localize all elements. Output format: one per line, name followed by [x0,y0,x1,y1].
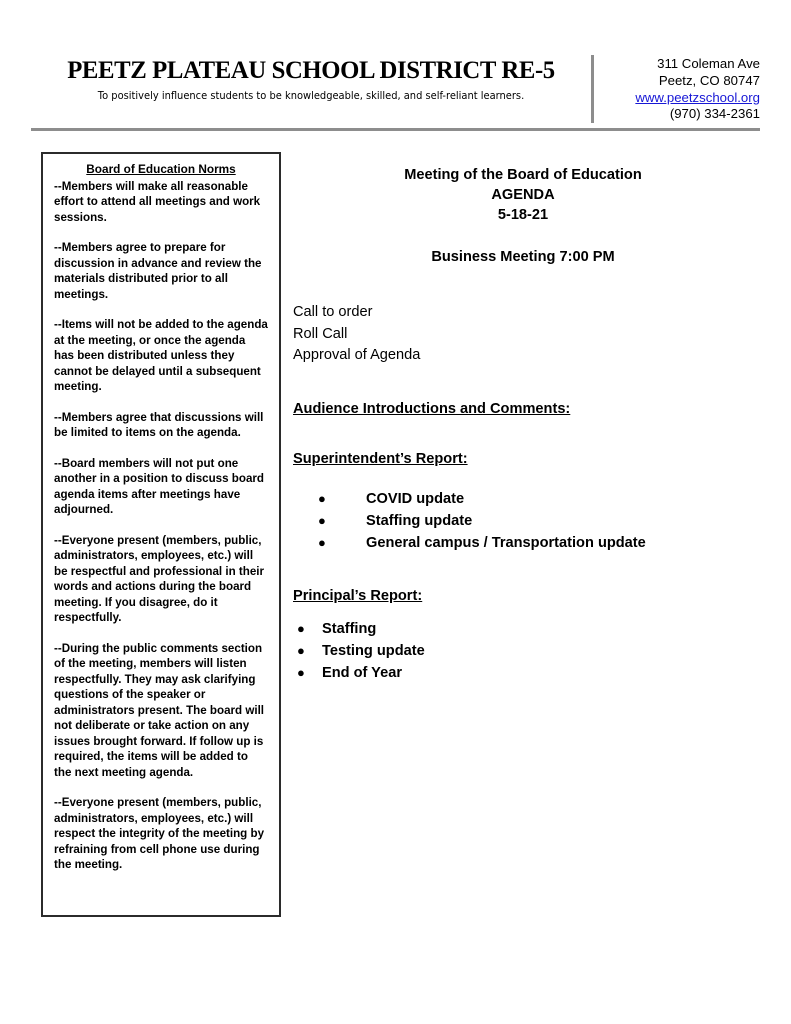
superintendent-report-list [293,488,753,554]
norms-spacer [54,302,268,317]
agenda-item-call-to-order: Call to order [293,304,373,320]
norms-spacer [54,225,268,240]
norms-item: --During the public comments section of the meeting, members will listen respectfully. They may ask clarifying questions of the speaker or administrators present. The board will not deliberate or take action on any issues brought forward. If follow up is required, the items will be added to the next meeting agenda. [54,641,265,779]
principal-report-list [293,618,753,684]
list-item-label: Testing update [322,642,425,659]
opening-items-list [293,302,753,367]
header-horizontal-rule [31,128,760,131]
list-item-label: COVID update [366,490,465,507]
norms-spacer [54,626,268,641]
list-item-label: General campus / Transportation update [366,534,646,551]
header-contact-block [594,55,760,123]
list-item [318,532,753,554]
district-tagline: To positively influence students to be knowledgeable, skilled, and self-reliant learners. [97,89,525,102]
audience-introductions-heading: Audience Introductions and Comments: [293,400,571,417]
norms-item: --Everyone present (members, public, administrators, employees, etc.) will be respectful and professional in their words and actions during the board meeting. If you disagree, do it respectfully. [54,533,265,624]
norms-item: --Members agree that discussions will be limited to items on the agenda. [54,410,264,439]
list-item [297,618,753,640]
meeting-date: 5-18-21 [497,207,549,223]
norms-item: --Items will not be added to the agenda at the meeting, or once the agenda has been distributed unless they cannot be delayed until a subsequent meeting. [54,318,268,393]
page-title: PEETZ PLATEAU SCHOOL DISTRICT RE-5 [67,55,555,84]
norms-spacer [54,518,268,533]
agenda-content [293,165,753,684]
bullet-icon: ● [318,512,326,528]
norms-item: --Members agree to prepare for discussion in advance and review the materials distributed prior to all meetings. [54,241,262,301]
norms-spacer [54,395,268,410]
address-line-1: 311 Coleman Ave [657,56,760,71]
board-norms-box [41,152,281,917]
norms-item: --Everyone present (members, public, administrators, employees, etc.) will respect the integrity of the meeting by refraining from cell phone use during the meeting. [54,796,265,871]
agenda-item-roll-call: Roll Call [293,325,348,342]
list-item-label: Staffing update [366,512,473,529]
superintendent-report-heading: Superintendent’s Report: [293,450,468,467]
list-item [318,488,753,510]
list-item-label: End of Year [322,664,403,681]
list-item [297,640,753,662]
norms-item: --Board members will not put one another in a position to discuss board agenda items after meetings have adjourned. [54,456,264,516]
bullet-icon: ● [318,534,326,550]
bullet-icon: ● [318,490,326,506]
meeting-title: Meeting of the Board of Education [404,167,642,183]
norms-spacer [54,441,268,456]
agenda-label: AGENDA [491,187,555,203]
website-link[interactable]: www.peetzschool.org [635,89,760,105]
agenda-item-approval-of-agenda: Approval of Agenda [293,347,421,363]
bullet-icon: ● [297,620,305,636]
list-item [297,662,753,684]
board-norms-title: Board of Education Norms [86,162,236,176]
phone-number: (970) 334-2361 [669,106,760,122]
header-title-block [31,55,591,123]
bullet-icon: ● [297,642,305,658]
list-item [318,510,753,532]
document-header [31,55,760,123]
bullet-icon: ● [297,664,305,680]
address-line-2: Peetz, CO 80747 [658,72,760,88]
principal-report-heading: Principal’s Report: [293,587,423,604]
list-item-label: Staffing [322,620,377,637]
norms-item: --Members will make all reasonable effort to attend all meetings and work sessions. [54,179,261,224]
norms-spacer [54,780,268,795]
business-meeting-time: Business Meeting 7:00 PM [431,249,615,265]
